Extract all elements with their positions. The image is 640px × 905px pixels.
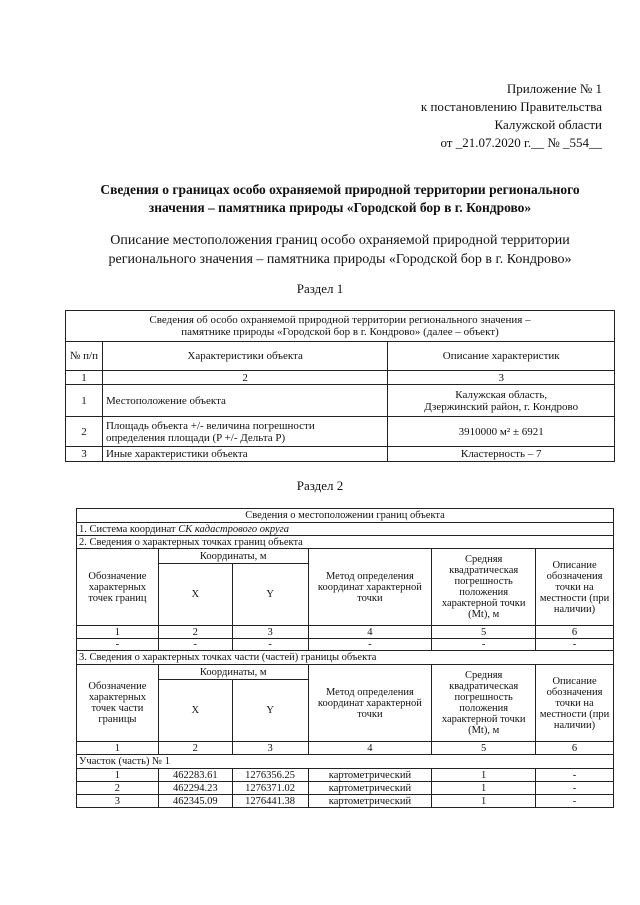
index-cell: 5 [432,742,536,755]
index-cell: 3 [232,742,308,755]
point-number: 3 [77,795,159,808]
part-label: Участок (часть) № 1 [77,755,614,769]
appendix-line-4: от _21.07.2020 г.__ № _554__ [440,135,602,150]
point-description: - [536,769,614,782]
point-number: 2 [77,782,159,795]
appendix-line-3: Калужской области [494,117,602,132]
index-cell: 3 [388,371,615,385]
row-number: 2 [66,417,103,447]
x-header: X [158,680,232,742]
index-cell: 4 [308,742,432,755]
description-line-1: Калужская область, [455,388,548,401]
section-1-heading: Раздел 1 [296,281,344,296]
x-header: X [158,564,232,626]
row-number: 1 [66,385,103,417]
coords-header: Координаты, м [158,665,308,680]
table-row [77,795,614,808]
description-line-2: Дзержинский район, г. Кондрово [424,400,579,413]
row-description: Кластерность – 7 [388,447,615,462]
table-row [66,417,615,447]
document-subtitle [60,231,620,269]
title-line-2: значения – памятника природы «Городской бор в г. Кондрово» [148,200,532,215]
object-info-caption [66,311,615,342]
col-description-header: Описание характеристик [388,342,615,371]
coord-system-row [77,523,614,536]
row-characteristic: Местоположение объекта [102,385,387,417]
row-description: 3910000 м² ± 6921 [388,417,615,447]
row-characteristic: Иные характеристики объекта [102,447,387,462]
index-cell: 2 [158,742,232,755]
point-number: 1 [77,769,159,782]
appendix-line-1: Приложение № 1 [506,81,602,96]
point-error: 1 [432,769,536,782]
index-cell: 2 [102,371,387,385]
table-row [77,639,614,651]
object-info-table [65,310,615,462]
parts-heading: 3. Сведения о характерных точках части (частей) границы объекта [77,651,614,665]
point-description: - [536,795,614,808]
boundary-caption: Сведения о местоположении границ объекта [77,509,614,523]
coords-header: Координаты, м [158,549,308,564]
points-heading: 2. Сведения о характерных точках границ объекта [77,536,614,549]
point-method: картометрический [308,782,432,795]
index-cell: 3 [232,626,308,639]
dash-cell: - [536,639,614,651]
boundary-points-table [76,508,614,808]
dash-cell: - [77,639,159,651]
index-cell: 1 [66,371,103,385]
point-y: 1276356.25 [232,769,308,782]
point-description: - [536,782,614,795]
characteristic-line-1: Площадь объекта +/- величина погрешности [105,419,315,432]
col-characteristics-header: Характеристики объекта [102,342,387,371]
row-characteristic [102,417,387,447]
section-2-heading: Раздел 2 [296,478,344,493]
index-cell: 1 [77,742,159,755]
characteristic-line-2: определения площади (P +/- Дельта P) [105,431,286,444]
point-method: картометрический [308,769,432,782]
table-row [77,769,614,782]
method-header: Метод определения координат характерной точки [308,549,432,626]
dash-cell: - [158,639,232,651]
caption-line-1: Сведения об особо охраняемой природной территории регионального значения – [149,314,531,326]
y-header: Y [232,680,308,742]
index-cell: 4 [308,626,432,639]
point-y: 1276371.02 [232,782,308,795]
designation-header: Обозначение характерных точек границ [77,549,159,626]
description-header: Описание обозначения точки на местности (при наличии) [536,549,614,626]
title-line-1: Сведения о границах особо охраняемой природной территории регионального [100,182,580,197]
appendix-header [302,80,602,152]
caption-line-2: памятнике природы «Городской бор в г. Кондрово» (далее – объект) [181,326,499,338]
point-x: 462345.09 [158,795,232,808]
point-method: картометрический [308,795,432,808]
index-cell: 5 [432,626,536,639]
designation-header: Обозначение характерных точек части границы [77,665,159,742]
coord-system-label: 1. Система координат [79,523,179,535]
subtitle-line-1: Описание местоположения границ особо охраняемой природной территории [110,233,570,248]
table-row [66,385,615,417]
error-header: Средняя квадратическая погрешность положения характерной точки (Mt), м [432,549,536,626]
description-header: Описание обозначения точки на местности (при наличии) [536,665,614,742]
point-x: 462294.23 [158,782,232,795]
dash-cell: - [432,639,536,651]
col-num-header: № п/п [66,342,103,371]
point-error: 1 [432,782,536,795]
point-error: 1 [432,795,536,808]
coord-system-value: СК кадастрового округа [178,523,289,535]
point-x: 462283.61 [158,769,232,782]
appendix-line-2: к постановлению Правительства [420,99,602,114]
document-title [60,181,620,217]
subtitle-line-2: регионального значения – памятника природы «Городской бор в г. Кондрово» [108,252,572,267]
method-header: Метод определения координат характерной точки [308,665,432,742]
row-number: 3 [66,447,103,462]
dash-cell: - [308,639,432,651]
error-header: Средняя квадратическая погрешность положения характерной точки (Mt), м [432,665,536,742]
index-cell: 1 [77,626,159,639]
row-description [388,385,615,417]
index-cell: 2 [158,626,232,639]
point-y: 1276441.38 [232,795,308,808]
y-header: Y [232,564,308,626]
table-row [66,447,615,462]
table-row [77,782,614,795]
index-cell: 6 [536,742,614,755]
dash-cell: - [232,639,308,651]
index-cell: 6 [536,626,614,639]
